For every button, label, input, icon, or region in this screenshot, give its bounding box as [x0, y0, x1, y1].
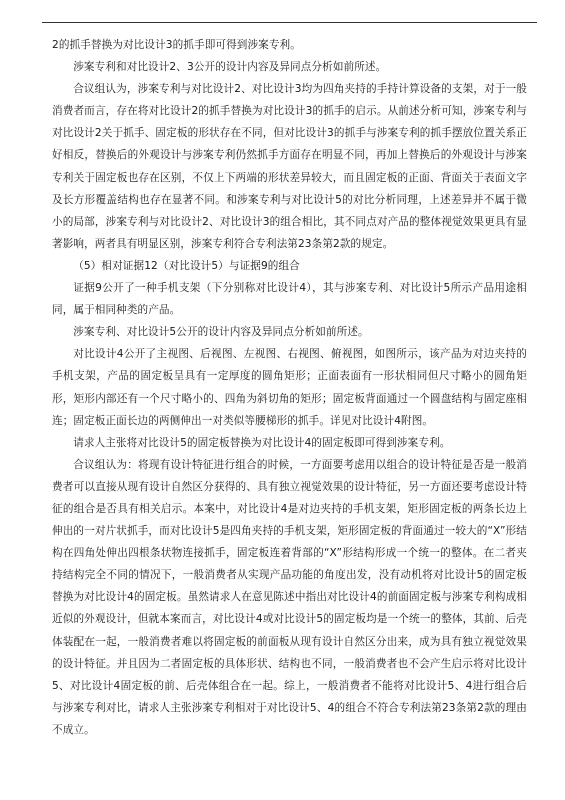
paragraph: 证据9公开了一种手机支架（下分别称对比设计4），其与涉案专利、对比设计5所示产品用途相同，属于相同种类的产品。	[52, 282, 527, 317]
paragraph: 合议组认为：将现有设计特征进行组合的时候，一方面要考虑用以组合的设计特征是否是一般消费者可以直接从现有设计自然区分获得的、具有独立视觉效果的设计特征，另一方面还要考虑设计特征的组合是否具有相关启示。本案中，对比设计4是对边夹持的手机支架，矩形固定板的两条长边上伸出的一对片状抓手，而对比设计5是四角夹持的手机支架，矩形固定板的背面通过一较大的“X”形结构在四角处伸出四根条状物连接抓手，固定板连着背部的“X”形结构形成一个统一的整体。在二者夹持结构完全不同的情况下，一般消费者从实现产品功能的角度出发，没有动机将对比设计5的固定板替换为对比设计4的固定板。虽然请求人在意见陈述中指出对比设计4的前面固定板与涉案专利构成相近似的外观设计，但就本案而言，对比设计4或对比设计5的固定板均是一个统一的整体，其前、后壳体装配在一起，一般消费者难以将固定板的前面板从现有设计自然区分出来，成为具有独立视觉效果的设计特征。并且因为二者固定板的具体形状、结构也不同，一般消费者也不会产生启示将对比设计5、对比设计4固定板的前、后壳体组合在一起。综上，一般消费者不能将对比设计5、4进行组合后与涉案专利对比，请求人主张涉案专利相对于对比设计5、4的组合不符合专利法第23条第2款的理由不成立。	[52, 458, 527, 736]
document-body	[52, 34, 527, 741]
paragraph: 对比设计4公开了主视图、后视图、左视图、右视图、俯视图，如图所示，该产品为对边夹持的手机支架，产品的固定板呈具有一定厚度的圆角矩形；正面表面有一形状相同但尺寸略小的圆角矩形，矩形内部还有一个尺寸略小的、四角为斜切角的矩形；固定板背面通过一个圆盘结构与固定座相连；固定板正面长边的两侧伸出一对类似等腰梯形的抓手。详见对比设计4附图。	[52, 348, 527, 427]
section-heading: （5）相对证据12（对比设计5）与证据9的组合	[73, 259, 300, 272]
header-rule	[42, 22, 537, 23]
paragraph: 请求人主张将对比设计5的固定板替换为对比设计4的固定板即可得到涉案专利。	[73, 436, 451, 449]
paragraph: 涉案专利和对比设计2、3公开的设计内容及异同点分析如前所述。	[73, 61, 387, 74]
paragraph: 涉案专利、对比设计5公开的设计内容及异同点分析如前所述。	[73, 326, 369, 339]
paragraph: 合议组认为，涉案专利与对比设计2、对比设计3均为四角夹持的手持计算设备的支架，对于一般消费者而言，存在将对比设计2的抓手替换为对比设计3的抓手的启示。从前述分析可知，涉案专利与对比设计2关于抓手、固定板的形状存在不同，但对比设计3的抓手与涉案专利的抓手摆放位置关系正好相反，替换后的外观设计与涉案专利仍然抓手方面存在明显不同，再加上替换后的外观设计与涉案专利关于固定板也存在区别，不仅上下两端的形状差异较大，而且固定板的正面、背面关于表面文字及长方形覆盖结构也存在显著不同。和涉案专利与对比设计5的对比分析同理，上述差异并不属于微小的局部，涉案专利与对比设计2、对比设计3的组合相比，其不同点对产品的整体视觉效果更具有显著影响，两者具有明显区别，涉案专利符合专利法第23条第2款的规定。	[52, 83, 527, 250]
paragraph: 2的抓手替换为对比设计3的抓手即可得到涉案专利。	[52, 39, 301, 51]
